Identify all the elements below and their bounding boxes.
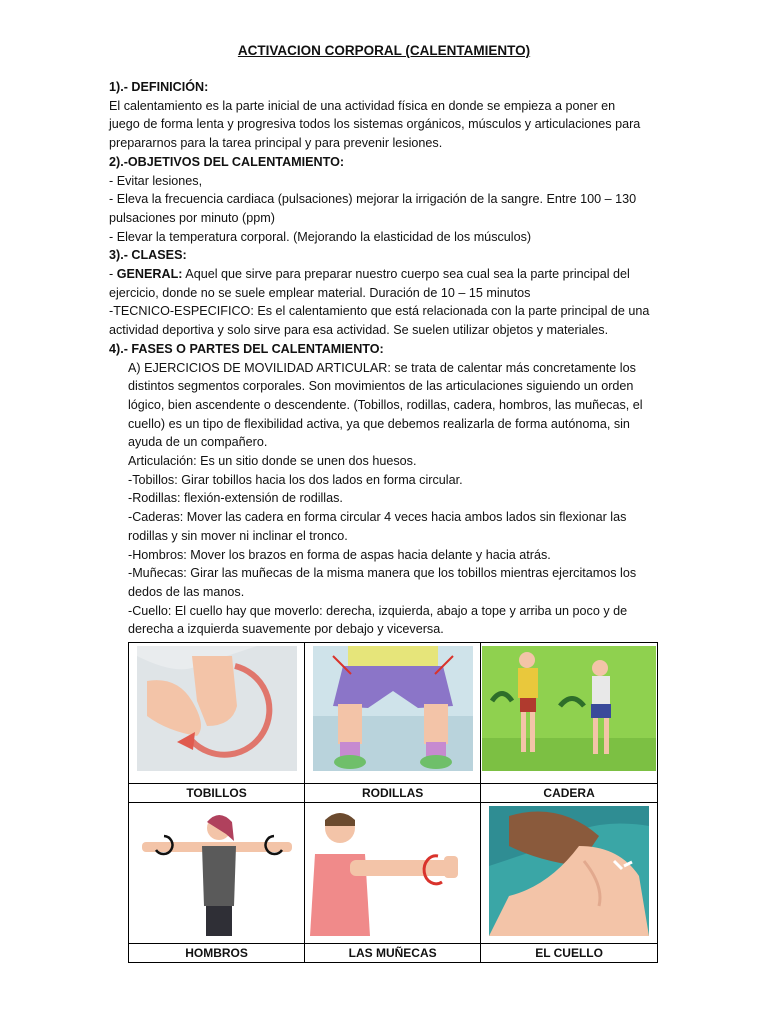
image-label: EL CUELLO — [481, 944, 658, 963]
image-label: HOMBROS — [129, 944, 305, 963]
paragraph-line: - Elevar la temperatura corporal. (Mejorando la elasticidad de los músculos) — [109, 229, 532, 244]
neck-rotation-illustration — [489, 806, 649, 936]
line-prefix: - — [109, 267, 117, 282]
image-label: TOBILLOS — [129, 784, 305, 803]
line-rest: Aquel que sirve para preparar nuestro cuerpo sea cual sea la parte principal del — [182, 267, 630, 282]
paragraph-line: derecha a izquierda suavemente por debajo y viceversa. — [128, 622, 444, 637]
paragraph-line: El calentamiento es la parte inicial de una actividad física en donde se empieza a poner en — [109, 98, 616, 113]
shoulder-circles-illustration — [134, 806, 300, 936]
paragraph-line: Articulación: Es un sitio donde se unen dos huesos. — [128, 454, 417, 469]
paragraph-line: -Cuello: El cuello hay que moverlo: derecha, izquierda, abajo a tope y arriba un poco y de — [128, 603, 628, 618]
section-heading: 4).- FASES O PARTES DEL CALENTAMIENTO: — [109, 341, 384, 356]
paragraph-line: rodillas y sin mover ni inclinar el tronco. — [128, 528, 348, 543]
image-cell — [305, 803, 481, 944]
paragraph-line: A) EJERCICIOS DE MOVILIDAD ARTICULAR: se trata de calentar más concretamente los — [128, 360, 636, 375]
wrist-rotation-illustration — [310, 806, 476, 936]
paragraph-line: distintos segmentos corporales. Son movimientos de las articulaciones siguiendo un orden — [128, 379, 634, 394]
image-label: LAS MUÑECAS — [305, 944, 481, 963]
document-body — [109, 78, 669, 639]
paragraph-line: -Caderas: Mover las cadera en forma circular 4 veces hacia ambos lados sin flexionar las — [128, 510, 627, 525]
section-heading: 1).- DEFINICIÓN: — [109, 80, 209, 94]
image-cell — [129, 643, 305, 784]
paragraph-line: ayuda de un compañero. — [128, 435, 268, 450]
exercise-image-table — [128, 642, 658, 963]
section-heading: 3).- CLASES: — [109, 248, 187, 263]
image-cell — [481, 643, 658, 784]
paragraph-line: -Muñecas: Girar las muñecas de la misma manera que los tobillos mientras ejercitamos los — [128, 566, 637, 581]
document-title: ACTIVACION CORPORAL (CALENTAMIENTO) — [237, 43, 531, 58]
image-label: RODILLAS — [305, 784, 481, 803]
image-label: CADERA — [481, 784, 658, 803]
paragraph-line: pulsaciones por minuto (ppm) — [109, 210, 275, 225]
section-heading: 2).-OBJETIVOS DEL CALENTAMIENTO: — [109, 154, 345, 169]
paragraph-line: prepararnos para la tarea principal y para prevenir lesiones. — [109, 136, 443, 151]
paragraph-line: actividad deportiva y solo sirve para esa actividad. Se suelen utilizar objetos y materiales. — [109, 323, 609, 338]
paragraph-line: - Evitar lesiones, — [109, 173, 203, 188]
paragraph-line: -Rodillas: flexión-extensión de rodillas. — [128, 491, 343, 506]
image-cell — [305, 643, 481, 784]
hip-rotation-illustration — [482, 646, 656, 771]
knee-bend-illustration — [313, 646, 473, 771]
paragraph-line — [109, 265, 669, 284]
image-cell — [481, 803, 658, 944]
paragraph-line: juego de forma lenta y progresiva todos los sistemas orgánicos, músculos y articulaciones para — [109, 117, 641, 132]
paragraph-line: -TECNICO-ESPECIFICO: Es el calentamiento que está relacionada con la parte principal de una — [109, 304, 650, 319]
ankle-rotation-illustration — [137, 646, 297, 771]
paragraph-line: dedos de las manos. — [128, 584, 245, 599]
image-cell — [129, 803, 305, 944]
paragraph-line: cuello) es un tipo de flexibilidad activa, ya que debemos realizarla de forma autónoma, sin — [128, 416, 630, 431]
paragraph-line: ejercicio, donde no se suele emplear material. Duración de 10 – 15 minutos — [109, 285, 531, 300]
paragraph-line: - Eleva la frecuencia cardiaca (pulsaciones) mejorar la irrigación de la sangre. Entre 100 – 130 — [109, 192, 637, 207]
paragraph-line: lógico, bien ascendente o descendente. (Tobillos, rodillas, cadera, hombros, las muñecas, el — [128, 397, 643, 412]
paragraph-line: -Hombros: Mover los brazos en forma de aspas hacia delante y hacia atrás. — [128, 547, 551, 562]
term-label: GENERAL: — [116, 267, 183, 282]
paragraph-line: -Tobillos: Girar tobillos hacia los dos lados en forma circular. — [128, 472, 463, 487]
